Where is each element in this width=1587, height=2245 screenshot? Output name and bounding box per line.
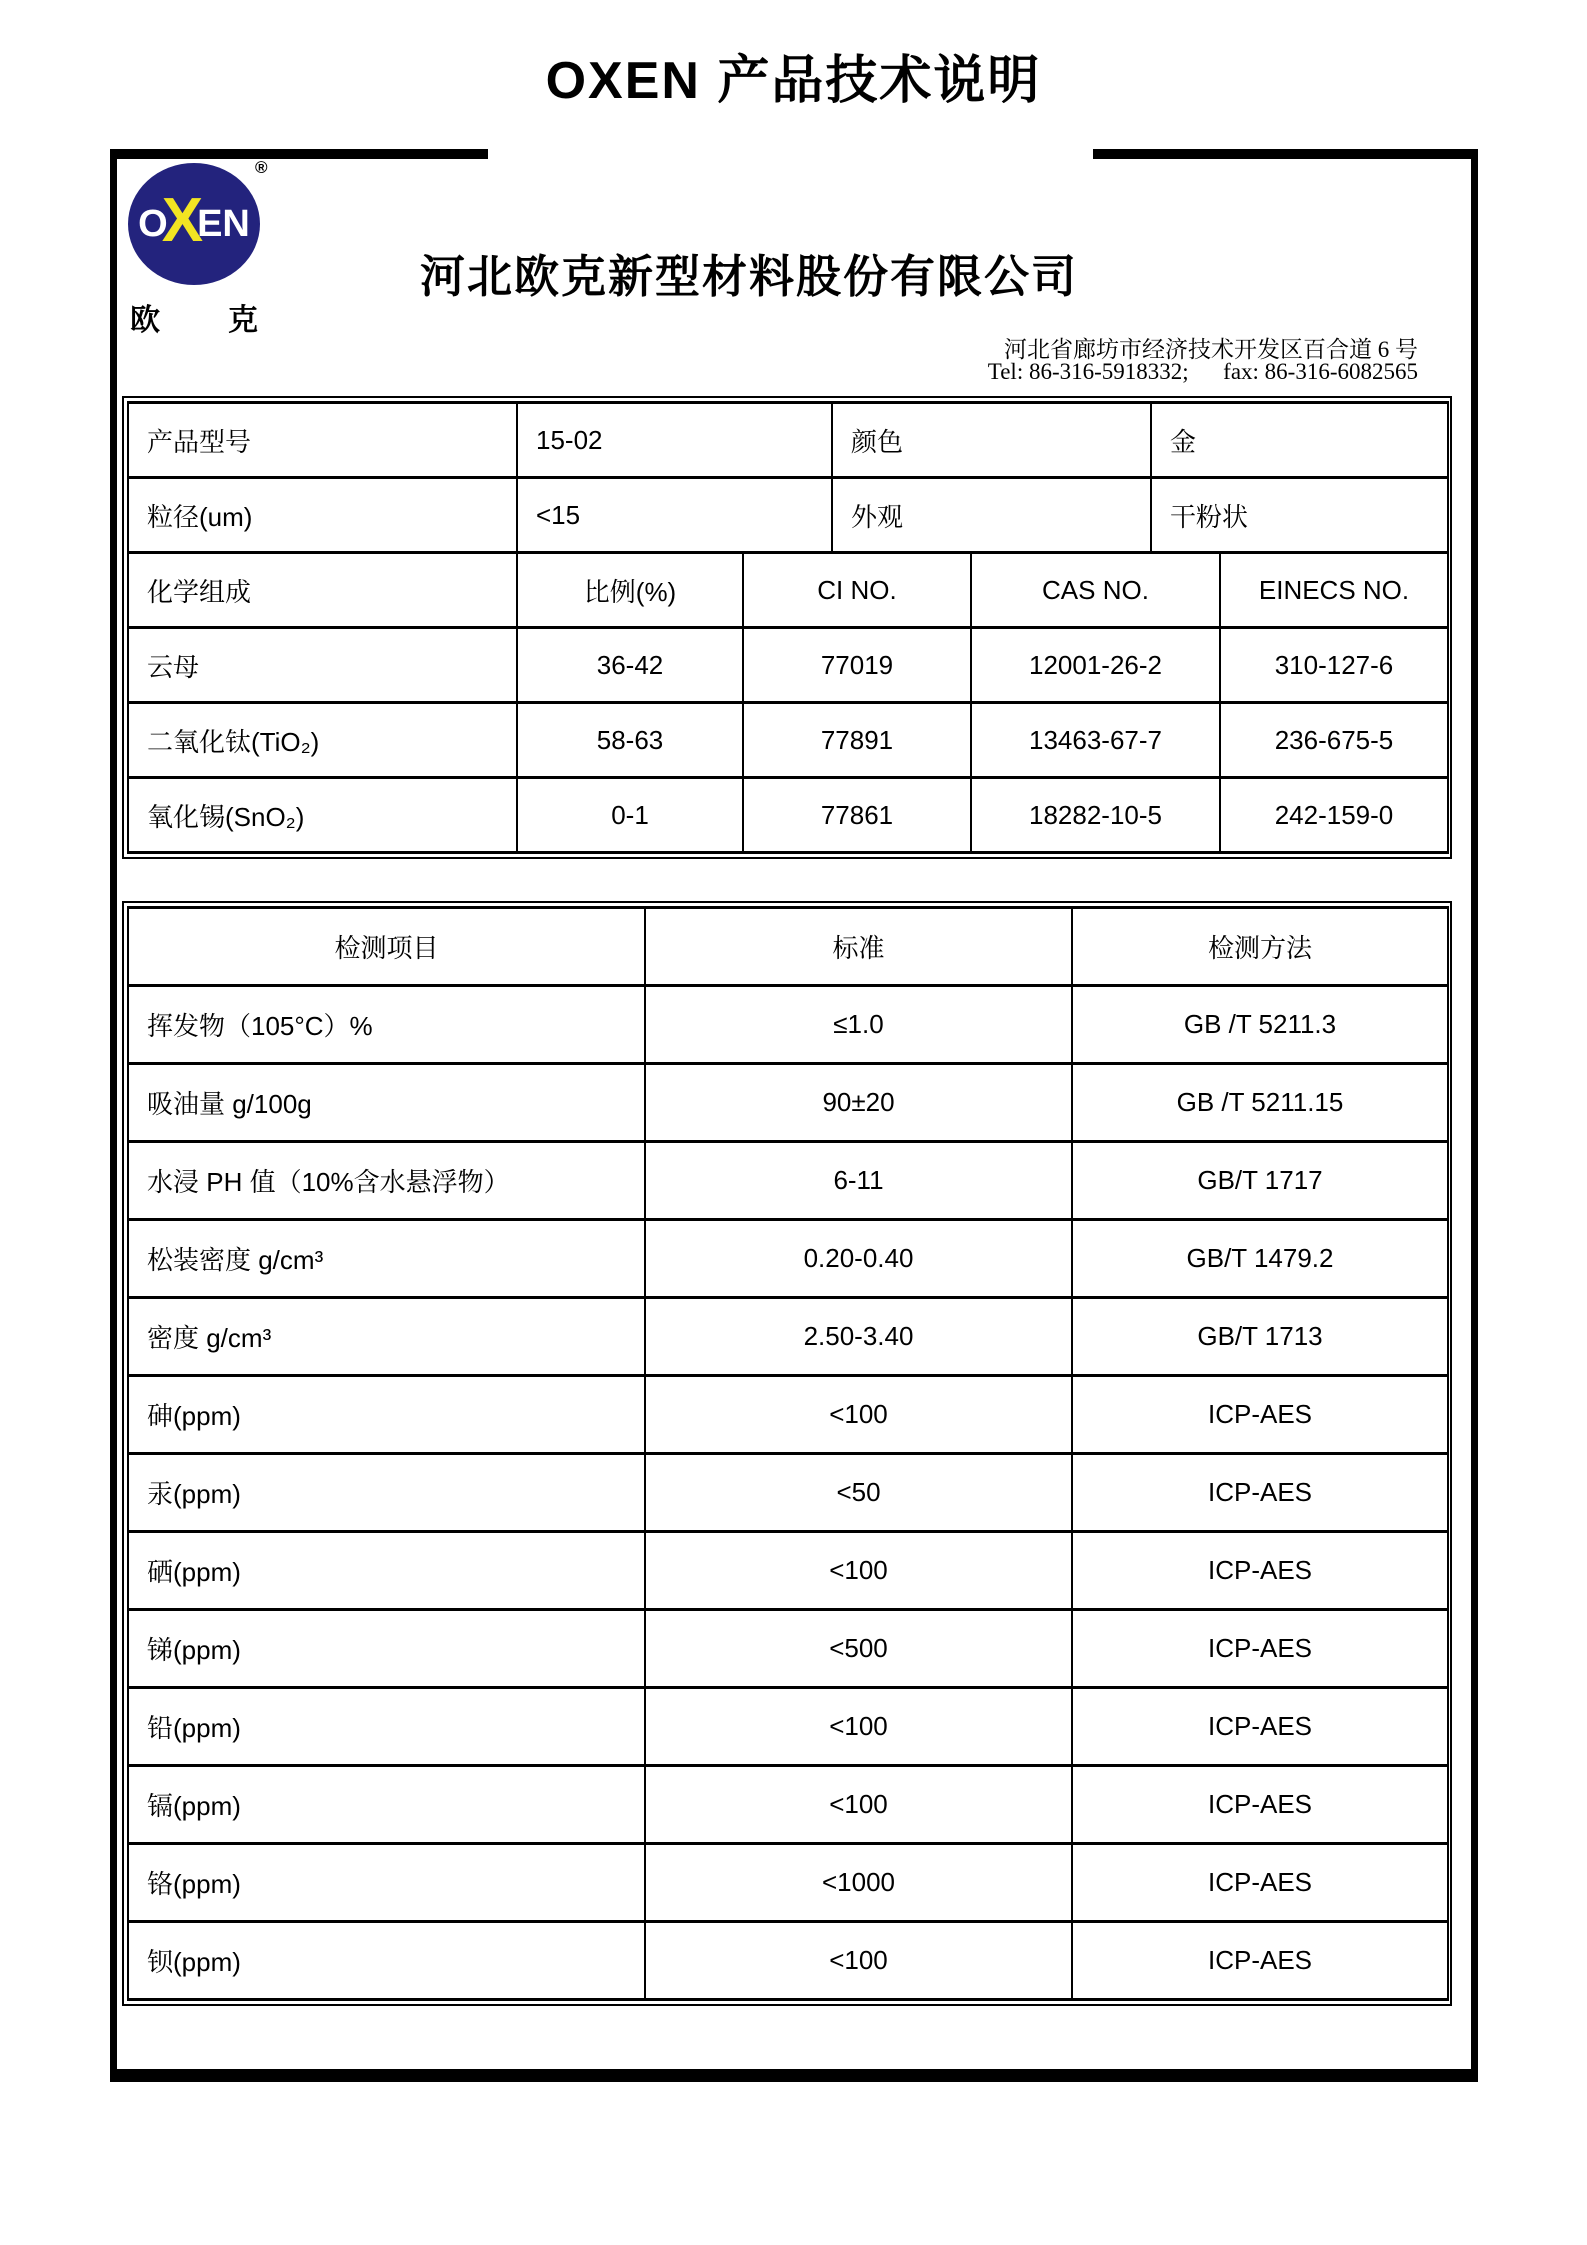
cell-test-item: 铅(ppm) <box>128 1688 645 1766</box>
registered-trademark-icon: ® <box>255 158 268 177</box>
cell-standard: 2.50-3.40 <box>645 1298 1072 1376</box>
cell-ci-no: 77891 <box>743 703 971 778</box>
company-address: 河北省廊坊市经济技术开发区百合道 6 号 <box>1004 337 1418 362</box>
cell-standard: <50 <box>645 1454 1072 1532</box>
cell-cas-no: 18282-10-5 <box>971 778 1220 853</box>
table-row <box>128 1922 1448 2000</box>
cell-test-item: 挥发物（105°C）% <box>128 986 645 1064</box>
cell-test-item: 砷(ppm) <box>128 1376 645 1454</box>
cell-cas-no: 12001-26-2 <box>971 628 1220 703</box>
cell-value: 15-02 <box>517 403 832 478</box>
cell-einecs-no: 310-127-6 <box>1220 628 1448 703</box>
cell-standard: <100 <box>645 1376 1072 1454</box>
cell-value: <15 <box>517 478 832 553</box>
table-row <box>128 478 1448 553</box>
cell-method: ICP-AES <box>1072 1532 1448 1610</box>
table-row <box>128 986 1448 1064</box>
column-header: EINECS NO. <box>1220 554 1448 628</box>
cell-test-item: 锑(ppm) <box>128 1610 645 1688</box>
cell-method: GB/T 1479.2 <box>1072 1220 1448 1298</box>
cell-einecs-no: 242-159-0 <box>1220 778 1448 853</box>
cell-label: 颜色 <box>832 403 1151 478</box>
composition-table <box>127 554 1449 854</box>
table-row <box>128 1142 1448 1220</box>
table-row <box>128 1376 1448 1454</box>
cell-einecs-no: 236-675-5 <box>1220 703 1448 778</box>
cell-method: ICP-AES <box>1072 1844 1448 1922</box>
table-row <box>128 1454 1448 1532</box>
cell-method: ICP-AES <box>1072 1454 1448 1532</box>
company-contact: Tel: 86-316-5918332; fax: 86-316-6082565 <box>987 359 1418 384</box>
table-row <box>128 1220 1448 1298</box>
test-items-table <box>122 901 1452 2006</box>
cell-test-item: 镉(ppm) <box>128 1766 645 1844</box>
page-title: OXEN 产品技术说明 <box>545 52 1042 110</box>
cell-test-item: 硒(ppm) <box>128 1532 645 1610</box>
oxen-logo-icon <box>128 163 260 285</box>
cell-label: 产品型号 <box>128 403 517 478</box>
cell-test-item: 密度 g/cm³ <box>128 1298 645 1376</box>
table-row <box>128 1844 1448 1922</box>
table-row <box>128 403 1448 478</box>
cell-substance: 二氧化钛(TiO₂) <box>128 703 517 778</box>
cell-standard: <100 <box>645 1922 1072 2000</box>
product-info-table <box>127 401 1449 554</box>
cell-ratio: 0-1 <box>517 778 743 853</box>
product-spec-table <box>122 396 1452 859</box>
cell-cas-no: 13463-67-7 <box>971 703 1220 778</box>
cell-method: ICP-AES <box>1072 1766 1448 1844</box>
table-row <box>128 1064 1448 1142</box>
table-row <box>128 1688 1448 1766</box>
cell-test-item: 汞(ppm) <box>128 1454 645 1532</box>
cell-method: ICP-AES <box>1072 1688 1448 1766</box>
cell-standard: <500 <box>645 1610 1072 1688</box>
cell-standard: 0.20-0.40 <box>645 1220 1072 1298</box>
table-header-row <box>128 908 1448 986</box>
cell-method: ICP-AES <box>1072 1922 1448 2000</box>
column-header: CI NO. <box>743 554 971 628</box>
cell-method: ICP-AES <box>1072 1376 1448 1454</box>
cell-value: 干粉状 <box>1151 478 1448 553</box>
cell-standard: <1000 <box>645 1844 1072 1922</box>
table-row <box>128 703 1448 778</box>
table-row <box>128 1766 1448 1844</box>
cell-ratio: 58-63 <box>517 703 743 778</box>
cell-test-item: 钡(ppm) <box>128 1922 645 2000</box>
cell-ci-no: 77019 <box>743 628 971 703</box>
table-row <box>128 1532 1448 1610</box>
column-header: 检测方法 <box>1072 908 1448 986</box>
cell-label: 外观 <box>832 478 1151 553</box>
company-name: 河北欧克新型材料股份有限公司 <box>420 252 1079 302</box>
column-header: 比例(%) <box>517 554 743 628</box>
cell-method: GB /T 5211.3 <box>1072 986 1448 1064</box>
cell-value: 金 <box>1151 403 1448 478</box>
table-header-row <box>128 554 1448 628</box>
column-header: 检测项目 <box>128 908 645 986</box>
cell-ratio: 36-42 <box>517 628 743 703</box>
cell-method: GB/T 1717 <box>1072 1142 1448 1220</box>
cell-ci-no: 77861 <box>743 778 971 853</box>
cell-method: GB/T 1713 <box>1072 1298 1448 1376</box>
cell-method: GB /T 5211.15 <box>1072 1064 1448 1142</box>
column-header: 化学组成 <box>128 554 517 628</box>
cell-label: 粒径(um) <box>128 478 517 553</box>
cell-standard: <100 <box>645 1688 1072 1766</box>
cell-standard: <100 <box>645 1766 1072 1844</box>
cell-test-item: 松装密度 g/cm³ <box>128 1220 645 1298</box>
logo-letter-x: X <box>161 186 204 255</box>
cell-test-item: 水浸 PH 值（10%含水悬浮物） <box>128 1142 645 1220</box>
cell-standard: <100 <box>645 1532 1072 1610</box>
cell-standard: 6-11 <box>645 1142 1072 1220</box>
test-table <box>127 906 1449 2001</box>
cell-standard: 90±20 <box>645 1064 1072 1142</box>
cell-substance: 氧化锡(SnO₂) <box>128 778 517 853</box>
cell-substance: 云母 <box>128 628 517 703</box>
table-row <box>128 1610 1448 1688</box>
logo-letter-o: O <box>138 202 168 245</box>
logo-letters-en: EN <box>197 202 250 245</box>
cell-test-item: 铬(ppm) <box>128 1844 645 1922</box>
column-header: 标准 <box>645 908 1072 986</box>
table-row <box>128 628 1448 703</box>
cell-test-item: 吸油量 g/100g <box>128 1064 645 1142</box>
cell-standard: ≤1.0 <box>645 986 1072 1064</box>
logo-caption: 欧 克 <box>130 304 258 337</box>
cell-method: ICP-AES <box>1072 1610 1448 1688</box>
column-header: CAS NO. <box>971 554 1220 628</box>
table-row <box>128 1298 1448 1376</box>
table-row <box>128 778 1448 853</box>
